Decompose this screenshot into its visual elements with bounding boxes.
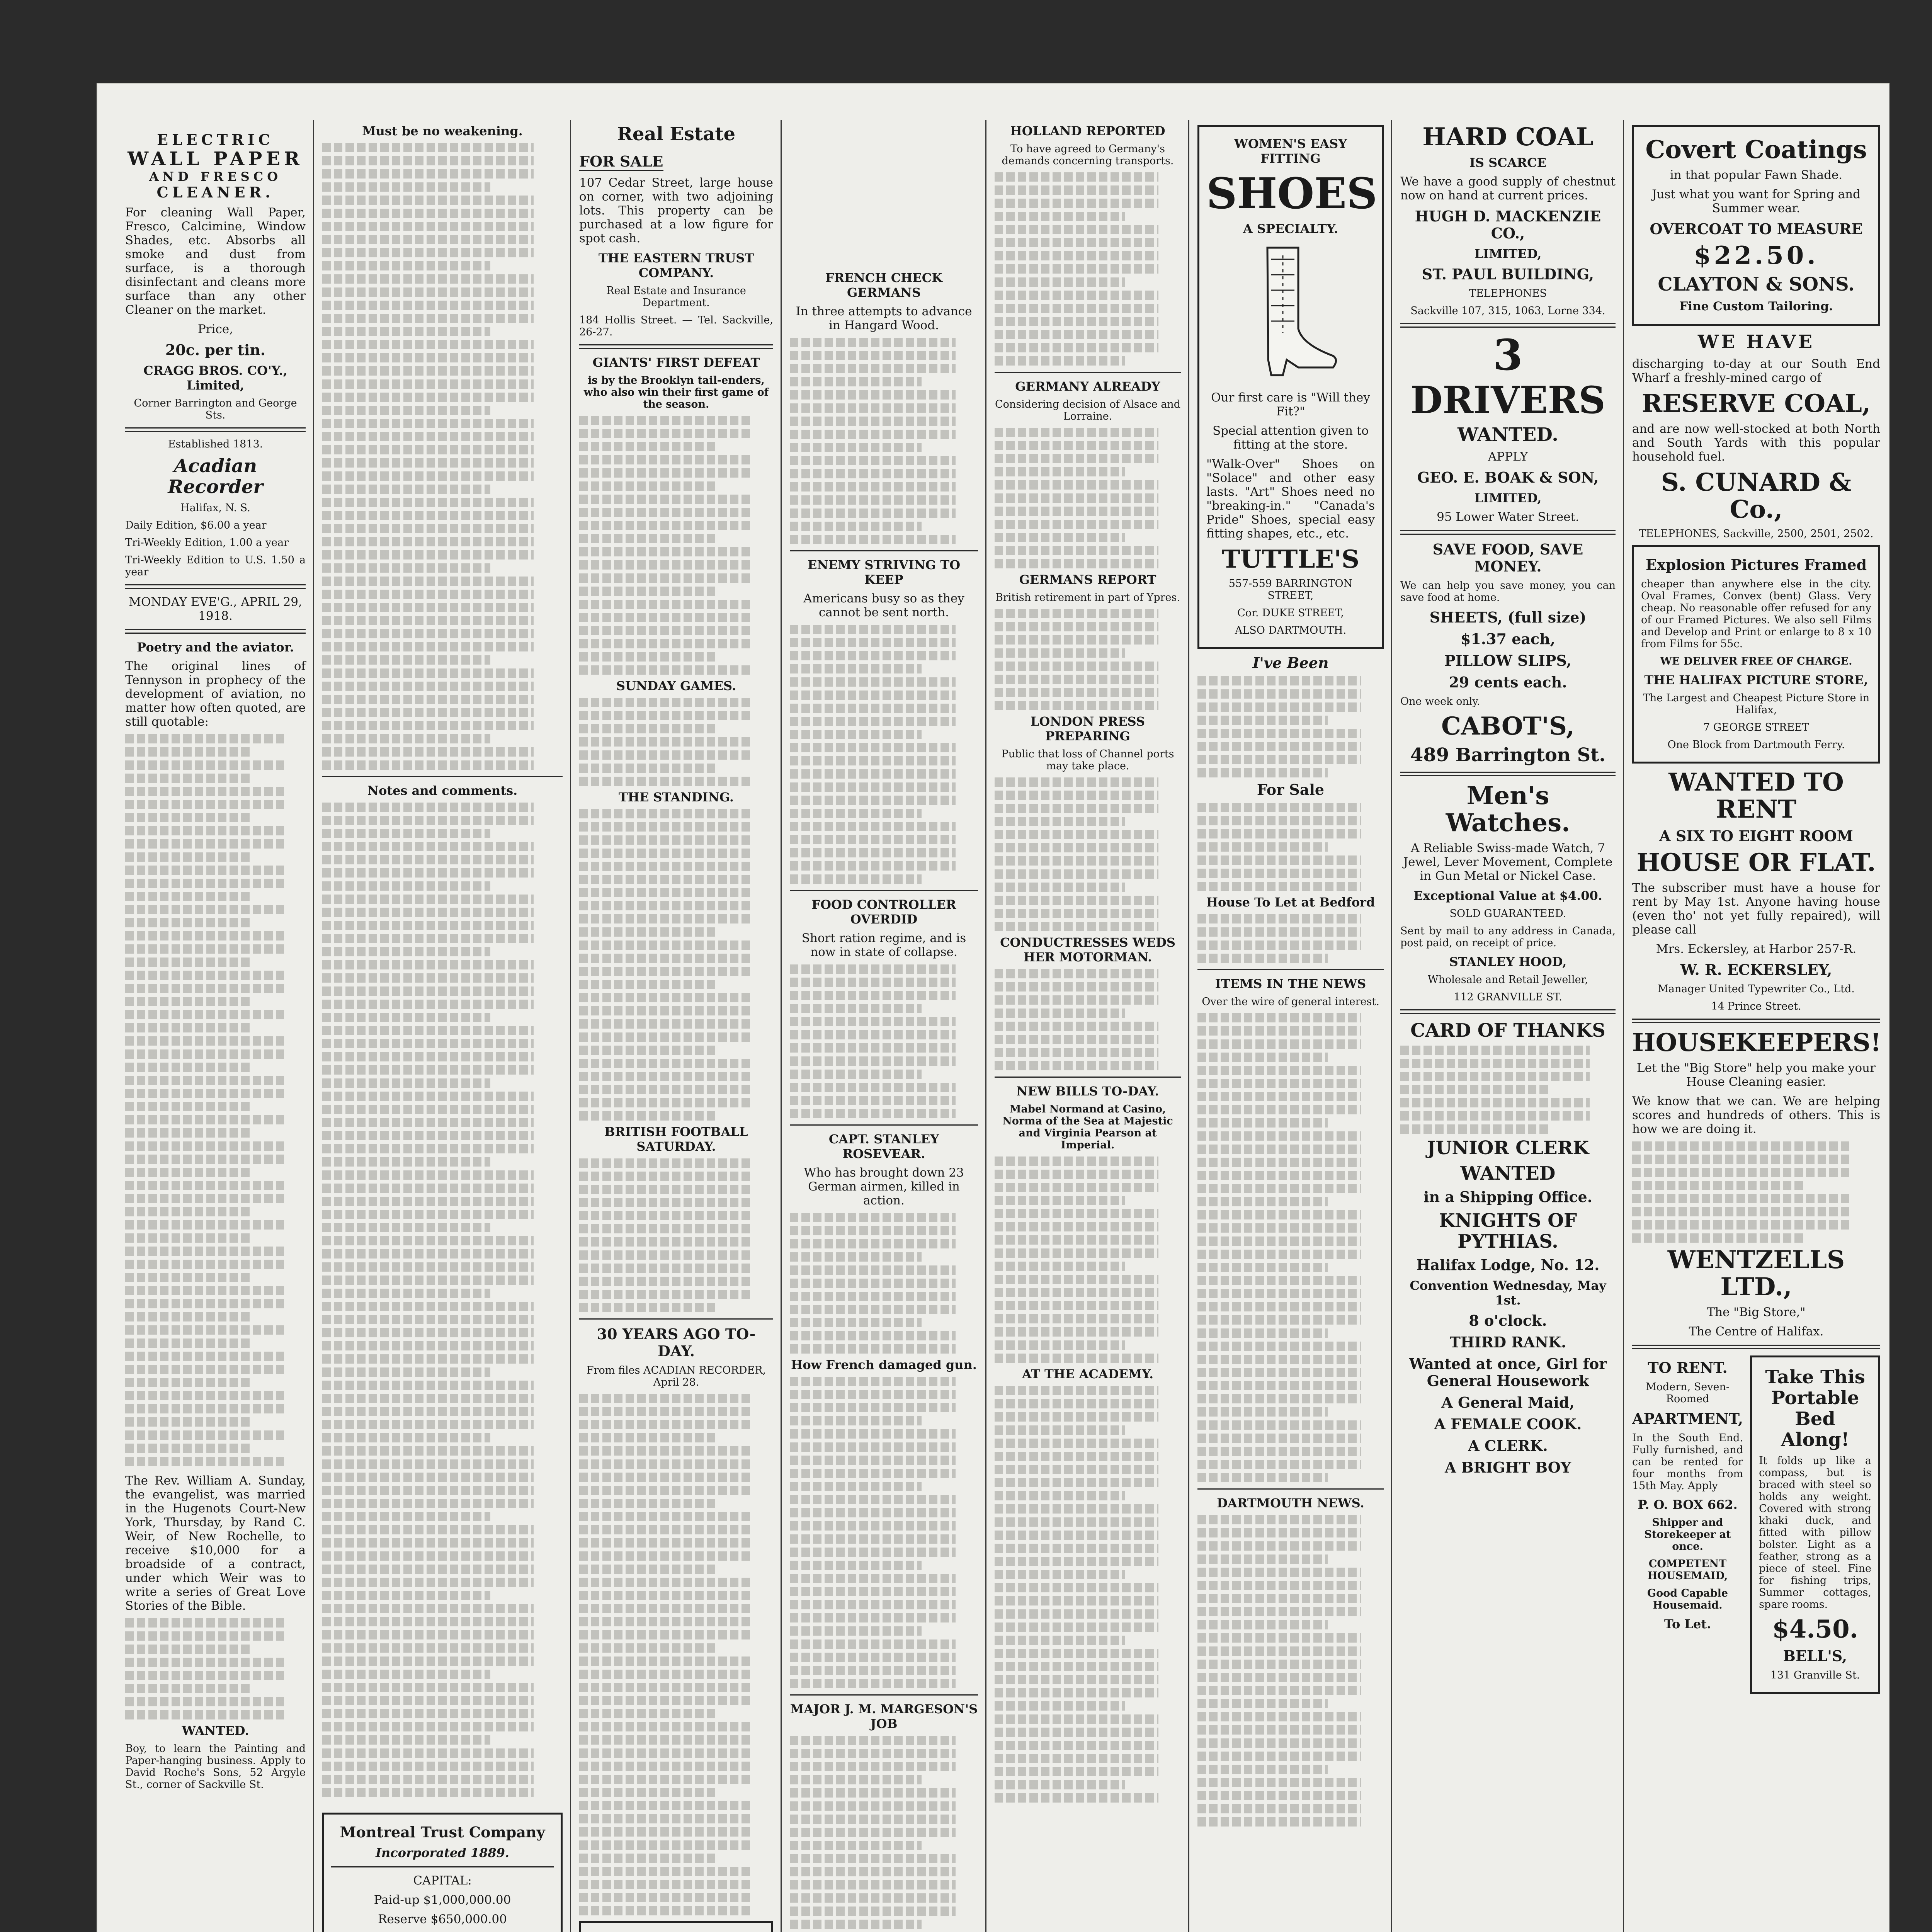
drivers-wanted: WANTED.: [1458, 424, 1558, 446]
for-sale-label: FOR SALE: [579, 153, 663, 171]
shoes-title: SHOES: [1206, 168, 1378, 218]
tuttle-also: ALSO DARTMOUTH.: [1235, 624, 1347, 636]
shoes-specialty: A SPECIALTY.: [1243, 221, 1338, 236]
stanley-heading: CAPT. STANLEY ROSEVEAR.: [828, 1132, 939, 1161]
pillow-price: 29 cents each.: [1449, 673, 1567, 691]
london-subhead: Public that loss of Channel ports may take place.: [1001, 748, 1174, 772]
article-heading: Must be no weakening.: [362, 124, 523, 138]
poem-title: Poetry and the aviator.: [137, 640, 294, 655]
rent-apartment-ad: [1632, 1355, 1743, 1694]
hard-coal-heading: HARD COAL: [1422, 122, 1594, 151]
germany-subhead: Considering decision of Alsace and Lorraine.: [995, 398, 1180, 422]
holland-subhead: To have agreed to Germany's demands concerning transports.: [1002, 143, 1174, 167]
housemaid-wanted: COMPETENT HOUSEMAID,: [1647, 1558, 1728, 1582]
column-rule: [985, 120, 986, 1932]
wanted-heading: WANTED.: [182, 1723, 249, 1738]
london-heading: LONDON PRESS PREPARING: [1030, 714, 1145, 743]
bottom-ads-row: [1632, 1355, 1880, 1694]
stanley-hood: STANLEY HOOD,: [1449, 954, 1567, 969]
covert-body: Just what you want for Spring and Summer wear.: [1652, 187, 1861, 215]
explosion-heading: Explosion Pictures Framed: [1645, 556, 1867, 573]
column-1: [120, 120, 311, 1932]
cunard-telephones: TELEPHONES, Sackville, 2500, 2501, 2502.: [1639, 528, 1874, 540]
masthead-established: Established 1813.: [168, 438, 263, 450]
giants-text: [579, 416, 773, 675]
dartmouth-heading: DARTMOUTH NEWS.: [1217, 1496, 1364, 1510]
academy-heading: AT THE ACADEMY.: [1022, 1367, 1154, 1381]
bed-body: It folds up like a compass, but is braced with steel so holds any weight. Covered with strong khaki duck, and fitted with pillow bolster. Light as a feather, strong as a piece of steel. Fine for fishing trips, Summer cottages, spare rooms.: [1759, 1455, 1871, 1611]
standing-heading: THE STANDING.: [618, 790, 734, 804]
apply-label: APPLY: [1488, 450, 1528, 464]
trust-incorporated: Incorporated 1889.: [375, 1845, 510, 1860]
bed-price: $4.50.: [1772, 1615, 1858, 1644]
enemy-heading: ENEMY STRIVING TO KEEP: [807, 558, 961, 587]
picture-store-sub: The Largest and Cheapest Picture Store in Halifax,: [1643, 692, 1870, 716]
conductor-heading: CONDUCTRESSES WEDS HER MOTORMAN.: [1000, 935, 1175, 964]
housekeepers-body: We know that we can. We are helping scores and hundreds of others. This is how we are doing it.: [1632, 1094, 1880, 1136]
notes-heading: Notes and comments.: [367, 783, 518, 798]
watches-heading: Men's Watches.: [1446, 781, 1570, 837]
shoes-brands: "Walk-Over" Shoes on "Solace" and other easy lasts. "Art" Shoes need no "breaking-in." "Canada's Pride" Shoes, special easy fitting shapes, etc., etc.: [1206, 457, 1375, 541]
column-rule: [1188, 120, 1189, 1932]
stanley-subhead: Who has brought down 23 German airmen, killed in action.: [804, 1166, 964, 1208]
reserve-coal-heading: RESERVE COAL,: [1641, 389, 1871, 418]
margeson-heading: MAJOR J. M. MARGESON'S JOB: [790, 1702, 978, 1731]
poem-lead: The original lines of Tennyson in prophecy of the development of aviation, no matter how often quoted, are still quotable:: [125, 659, 306, 729]
explosion-body: cheaper than anywhere else in the city. Oval Frames, Convex (bent) Glass. Very cheap. No reasonable offer refused for any of our Framed Pictures. We also sell Films and Develop and Print or enlarge to 8 x 10 from Films for 55c.: [1641, 578, 1871, 650]
column-5: [989, 120, 1186, 1932]
junior-clerk: JUNIOR CLERK: [1427, 1137, 1589, 1159]
germans-report-heading: GERMANS REPORT: [1019, 572, 1156, 587]
wentzells-sub2: The Centre of Halifax.: [1689, 1325, 1824, 1338]
house-let-heading: House To Let at Bedford: [1206, 895, 1375, 910]
sunday-games: SUNDAY GAMES.: [616, 679, 736, 693]
apartment-lead: Modern, Seven-Roomed: [1646, 1381, 1730, 1405]
bed-title: Take This Portable Bed Along!: [1765, 1366, 1865, 1451]
food-subhead: Short ration regime, and is now in state of collapse.: [801, 931, 966, 959]
real-estate-title: Real Estate: [617, 123, 736, 145]
divider: [125, 584, 306, 589]
watch-price: Exceptional Value at $4.00.: [1413, 888, 1602, 903]
been-heading: I've Been: [1252, 654, 1329, 672]
montreal-trust-ad: [322, 1813, 563, 1932]
column-rule: [313, 120, 314, 1932]
column-rule: [1623, 120, 1624, 1932]
football-heading: BRITISH FOOTBALL SATURDAY.: [604, 1124, 748, 1154]
food-heading: FOOD CONTROLLER OVERDID: [811, 897, 956, 927]
rent-call: Mrs. Eckersley, at Harbor 257-R.: [1656, 942, 1857, 956]
shipper-wanted: Shipper and Storekeeper at once.: [1644, 1517, 1731, 1553]
apartment-heading: APARTMENT,: [1632, 1410, 1743, 1427]
column-2: [317, 120, 568, 1932]
column-rule: [1391, 120, 1392, 1932]
reserve-body: and are now well-stocked at both North and South Yards with this popular household fuel.: [1632, 422, 1880, 464]
poem-text: [125, 734, 306, 1466]
telephones-label: TELEPHONES: [1469, 287, 1547, 299]
clayton-ad: [1632, 125, 1880, 326]
giants-subhead: is by the Brooklyn tail-enders, who also win their first game of the season.: [583, 374, 769, 410]
po-box: P. O. BOX 662.: [1638, 1497, 1738, 1512]
divider: [322, 776, 563, 777]
junior-clerk-wanted: WANTED: [1460, 1163, 1556, 1184]
to-let-heading: To Let.: [1664, 1617, 1711, 1631]
masthead-dateline: MONDAY EVE'G., APRIL 29, 1918.: [129, 595, 302, 623]
divider: [125, 629, 306, 634]
rent-body: The subscriber must have a house for rent by May 1st. Anyone having house (even tho' not yet fully repaired), will please call: [1632, 881, 1880, 937]
ad-title: ELECTRIC WALL PAPER AND FRESCO CLEANER.: [128, 131, 303, 201]
drivers-number: 3: [1493, 330, 1523, 380]
masthead-place: Halifax, N. S.: [180, 502, 250, 514]
column-4: [784, 120, 983, 1932]
trust-reserve: Reserve $650,000.00: [378, 1912, 507, 1926]
article-text: [322, 143, 563, 770]
sheets-label: SHEETS, (full size): [1429, 609, 1587, 626]
capable-housemaid: Good Capable Housemaid.: [1647, 1587, 1728, 1611]
holland-heading: HOLLAND REPORTED: [1010, 124, 1165, 138]
knights-of-pythias: KNIGHTS OF PYTHIAS.: [1439, 1210, 1577, 1252]
years-ago-heading: 30 YEARS AGO TO-DAY.: [597, 1325, 756, 1360]
tuttle-name: TUTTLE'S: [1222, 545, 1359, 574]
housekeepers-heading: HOUSEKEEPERS!: [1632, 1028, 1881, 1057]
we-have-heading: WE HAVE: [1697, 331, 1815, 353]
cabot-address: 489 Barrington St.: [1410, 744, 1606, 766]
boak-limited: LIMITED,: [1474, 491, 1542, 505]
to-rent-heading: TO RENT.: [1648, 1359, 1728, 1376]
reserve-lead: discharging to-day at our South End Wharf a freshly-mined cargo of: [1632, 357, 1880, 385]
eastern-trust-dept: Real Estate and Insurance Department.: [606, 285, 746, 309]
cunard-name: S. CUNARD & Co.,: [1661, 468, 1852, 524]
tuttle-shoes-ad: [1197, 125, 1384, 649]
column-3: [574, 120, 779, 1932]
ad-body: For cleaning Wall Paper, Fresco, Calcimine, Window Shades, etc. Absorbs all smoke and dust from surface, is a thorough disinfectant and cleans more surface than any other Cleaner on the market.: [125, 206, 306, 317]
items-heading: ITEMS IN THE NEWS: [1215, 976, 1366, 991]
hugh-mackenzie: HUGH D. MACKENZIE CO.,: [1415, 207, 1601, 242]
boak-name: GEO. E. BOAK & SON,: [1417, 469, 1599, 486]
french-heading: FRENCH CHECK GERMANS: [825, 270, 943, 300]
picture-store-ad: [1632, 545, 1880, 764]
hood-address: 112 GRANVILLE ST.: [1454, 991, 1562, 1003]
real-estate-body: 107 Cedar Street, large house on corner, with two adjoining lots. This property can be purchased at a low figure for spot cash.: [579, 176, 773, 245]
trust-name: Montreal Trust Company: [340, 1823, 545, 1841]
tuttle-address: 557-559 BARRINGTON STREET,: [1228, 578, 1353, 602]
watch-mail: Sent by mail to any address in Canada, post paid, on receipt of price.: [1400, 925, 1616, 949]
bright-boy: A BRIGHT BOY: [1444, 1459, 1571, 1476]
telephone-numbers: Sackville 107, 315, 1063, Lorne 334.: [1410, 305, 1605, 317]
giants-heading: GIANTS' FIRST DEFEAT: [592, 355, 760, 370]
sheets-price: $1.37 each,: [1460, 630, 1555, 648]
convention: Convention Wednesday, May 1st.: [1410, 1278, 1606, 1308]
eastern-trust-contact: 184 Hollis Street. — Tel. Sackville, 26-27.: [579, 314, 773, 338]
years-ago-sub: From files ACADIAN RECORDER, April 28.: [586, 1364, 766, 1388]
third-rank: THIRD RANK.: [1449, 1333, 1566, 1351]
female-cook: A FEMALE COOK.: [1434, 1415, 1582, 1433]
clayton-name: CLAYTON & SONS.: [1658, 274, 1855, 295]
one-week-only: One week only.: [1400, 696, 1480, 707]
housework-wanted: Wanted at once, Girl for General Housework: [1409, 1355, 1607, 1389]
boak-address: 95 Lower Water Street.: [1437, 510, 1579, 524]
apartment-body: In the South End. Fully furnished, and can be rented for four months from 15th May. Apply: [1632, 1432, 1743, 1492]
enemy-subhead: Americans busy so as they cannot be sent north.: [803, 592, 964, 619]
germans-report-sub: British retirement in part of Ypres.: [995, 592, 1180, 604]
new-bills-heading: NEW BILLS TO-DAY.: [1016, 1084, 1159, 1099]
portable-bed-ad: [1750, 1355, 1880, 1694]
trust-paid-up: Paid-up $1,000,000.00: [374, 1893, 511, 1907]
oclock: 8 o'clock.: [1469, 1312, 1547, 1329]
housekeepers-sub: Let the "Big Store" help you make your House Cleaning easier.: [1637, 1061, 1876, 1089]
french-subhead: In three attempts to advance in Hangard Wood.: [796, 304, 972, 332]
casino-subhead: Mabel Normand at Casino, Norma of the Sea at Majestic and Virginia Pearson at Imperial.: [1002, 1103, 1173, 1151]
eastern-trust: THE EASTERN TRUST COMPANY.: [598, 251, 754, 280]
bells-name: BELL'S,: [1783, 1647, 1847, 1665]
masthead-name: Acadian Recorder: [168, 455, 263, 498]
overcoat-price: $22.50.: [1694, 241, 1819, 270]
clerk-wanted: A CLERK.: [1468, 1437, 1548, 1454]
items-subhead: Over the wire of general interest.: [1202, 996, 1379, 1008]
picture-store-location: One Block from Dartmouth Ferry.: [1667, 739, 1845, 751]
cabot-name: CABOT'S,: [1441, 712, 1575, 741]
save-food-body: We can help you save money, you can save food at home.: [1400, 580, 1616, 604]
shoes-heading: WOMEN'S EASY FITTING: [1234, 136, 1347, 166]
eckersley-address: 14 Prince Street.: [1711, 1000, 1801, 1012]
covert-sub: in that popular Fawn Shade.: [1670, 168, 1843, 182]
trust-capital-label: CAPITAL:: [413, 1874, 472, 1888]
for-sale-heading: For Sale: [1257, 781, 1325, 798]
general-maid: A General Maid,: [1441, 1394, 1575, 1411]
french-shells-heading: How French damaged gun.: [791, 1357, 977, 1372]
clayton-sub: Fine Custom Tailoring.: [1679, 299, 1833, 313]
boot-icon: [1240, 244, 1341, 383]
notes-text: [322, 803, 563, 1797]
picture-store-name: THE HALIFAX PICTURE STORE,: [1644, 673, 1868, 687]
save-food-heading: SAVE FOOD, SAVE MONEY.: [1432, 541, 1583, 575]
column-7: [1395, 120, 1621, 1932]
bells-address: 131 Granville St.: [1770, 1669, 1860, 1681]
wentzells-name: WENTZELLS LTD.,: [1667, 1245, 1845, 1301]
column-6: [1192, 120, 1389, 1932]
wentzells-sub: The "Big Store,": [1707, 1305, 1806, 1319]
shoes-attention: Special attention given to fitting at the store.: [1212, 424, 1369, 452]
halifax-lodge: Halifax Lodge, No. 12.: [1416, 1256, 1600, 1274]
column-rule: [781, 120, 782, 1932]
innos-ad: [579, 1921, 773, 1932]
shipping-office: in a Shipping Office.: [1423, 1188, 1592, 1206]
wanted-body: Boy, to learn the Painting and Paper-hanging business. Apply to David Roche's Sons, 52 Argyle St., corner of Sackville St.: [125, 1743, 306, 1791]
ad-price-label: Price,: [197, 322, 233, 336]
germany-heading: GERMANY ALREADY: [1015, 379, 1160, 394]
ad-address: Corner Barrington and George Sts.: [134, 397, 297, 421]
rent-sub: A SIX TO EIGHT ROOM: [1659, 827, 1853, 845]
covert-heading: Covert Coatings: [1645, 135, 1867, 164]
picture-store-address: 7 GEORGE STREET: [1703, 721, 1809, 733]
watch-guaranteed: SOLD GUARANTEED.: [1449, 908, 1566, 920]
overcoat-heading: OVERCOAT TO MEASURE: [1650, 220, 1863, 238]
drivers-heading: DRIVERS: [1410, 378, 1605, 422]
hood-sub: Wholesale and Retail Jeweller,: [1427, 974, 1588, 986]
hugh-limited: LIMITED,: [1474, 247, 1542, 261]
hard-coal-body: We have a good supply of chestnut now on hand at current prices.: [1400, 175, 1616, 202]
rent-flat: HOUSE OR FLAT.: [1636, 848, 1876, 877]
sunday-article: The Rev. William A. Sunday, the evangelist, was married in the Hugenots Court-New York, Thursday, by Rand C. Weir, of New Rochelle, to receive $10,000 for a broadside of a contract, under which Weir was to write a series of Great Love Stories of the Bible.: [125, 1474, 306, 1613]
watch-body: A Reliable Swiss-made Watch, 7 Jewel, Lever Movement, Complete in Gun Metal or Nickel Case.: [1403, 841, 1613, 883]
column-8: [1627, 120, 1886, 1932]
ad-firm: CRAGG BROS. CO'Y., Limited,: [143, 363, 287, 393]
eckersley-name: W. R. ECKERSLEY,: [1680, 961, 1832, 978]
card-of-thanks: CARD OF THANKS: [1410, 1020, 1605, 1041]
masthead-rates: Daily Edition, $6.00 a year Tri-Weekly Edition, 1.00 a year Tri-Weekly Edition to U.S. 1.50 a year: [125, 519, 306, 578]
pillow-label: PILLOW SLIPS,: [1444, 652, 1571, 669]
tuttle-corner: Cor. DUKE STREET,: [1237, 607, 1344, 619]
divider: [125, 427, 306, 432]
hard-coal-scarce: IS SCARCE: [1469, 155, 1547, 170]
deliver-free: WE DELIVER FREE OF CHARGE.: [1660, 655, 1852, 667]
eckersley-title: Manager United Typewriter Co., Ltd.: [1658, 983, 1855, 995]
wanted-to-rent: WANTED TO RENT: [1668, 768, 1844, 824]
shoes-question: Our first care is "Will they Fit?": [1211, 391, 1370, 418]
column-rule: [570, 120, 571, 1932]
newspaper-page: [97, 83, 1889, 1932]
ad-price: 20c. per tin.: [165, 341, 266, 359]
st-paul-building: ST. PAUL BUILDING,: [1422, 265, 1594, 283]
